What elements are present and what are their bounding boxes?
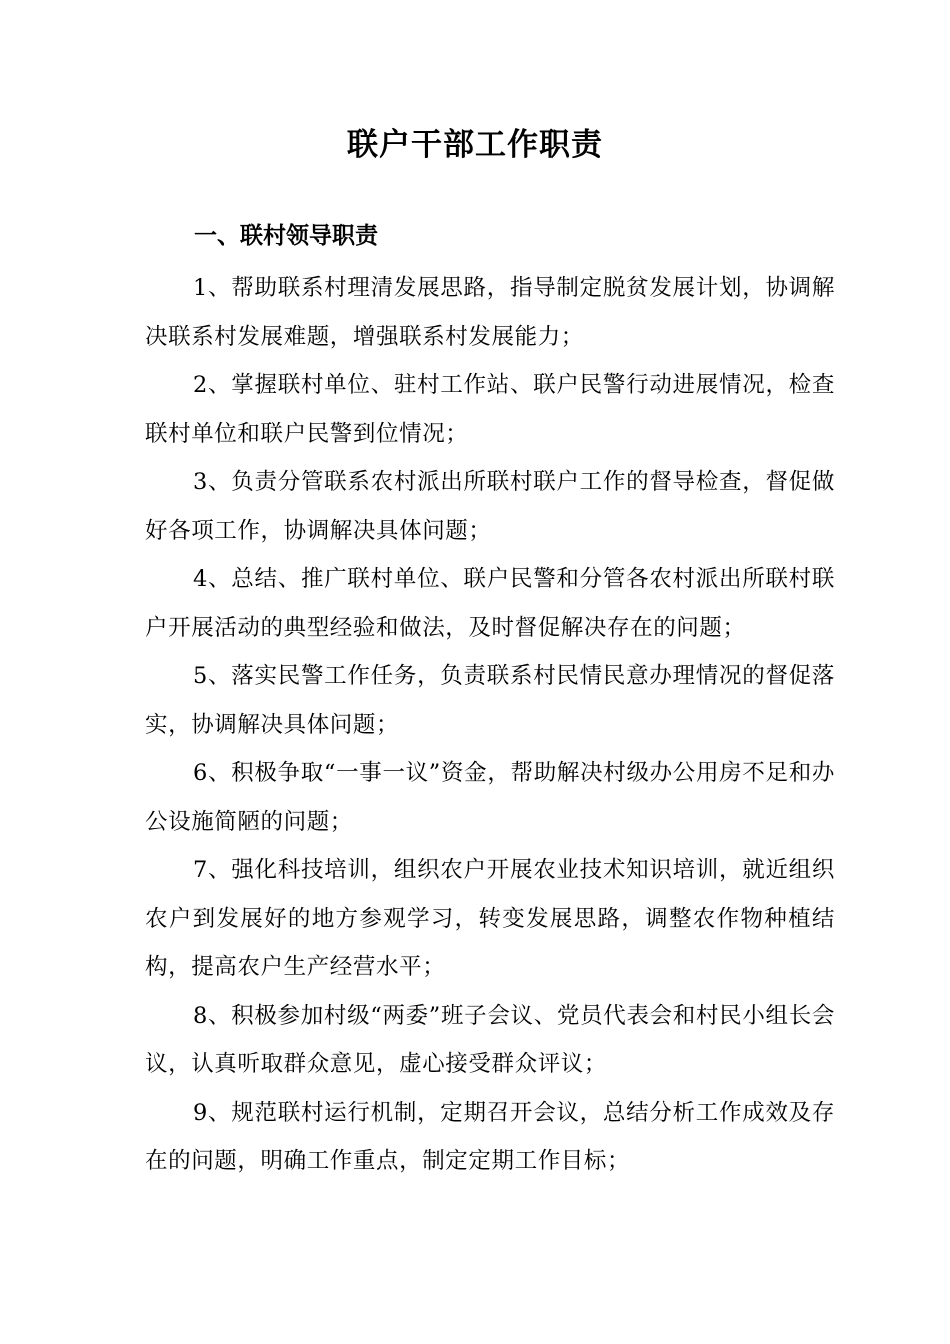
- duty-item-7: 7、强化科技培训，组织农户开展农业技术知识培训，就近组织农户到发展好的地方参观学习，转变发展思路，调整农作物种植结构，提高农户生产经营水平；: [145, 857, 835, 980]
- duty-item-2: 2、掌握联村单位、驻村工作站、联户民警行动进展情况，检查联村单位和联户民警到位情况；: [145, 372, 835, 447]
- document-title: 联户干部工作职责: [347, 127, 603, 163]
- duty-item-3: 3、负责分管联系农村派出所联村联户工作的督导检查，督促做好各项工作，协调解决具体问题；: [145, 469, 835, 544]
- duty-item-1: 1、帮助联系村理清发展思路，指导制定脱贫发展计划，协调解决联系村发展难题，增强联系村发展能力；: [145, 275, 835, 350]
- duty-item-4: 4、总结、推广联村单位、联户民警和分管各农村派出所联村联户开展活动的典型经验和做法，及时督促解决存在的问题；: [145, 566, 835, 641]
- section-heading: 一、联村领导职责: [194, 223, 378, 249]
- duty-item-5: 5、落实民警工作任务，负责联系村民情民意办理情况的督促落实，协调解决具体问题；: [145, 663, 835, 738]
- duty-item-9: 9、规范联村运行机制，定期召开会议，总结分析工作成效及存在的问题，明确工作重点，制定定期工作目标；: [145, 1099, 835, 1174]
- duty-item-6: 6、积极争取“一事一议”资金，帮助解决村级办公用房不足和办公设施简陋的问题；: [145, 760, 835, 835]
- duty-list: [145, 264, 835, 1186]
- duty-item-8: 8、积极参加村级“两委”班子会议、党员代表会和村民小组长会议，认真听取群众意见，虚心接受群众评议；: [145, 1002, 835, 1077]
